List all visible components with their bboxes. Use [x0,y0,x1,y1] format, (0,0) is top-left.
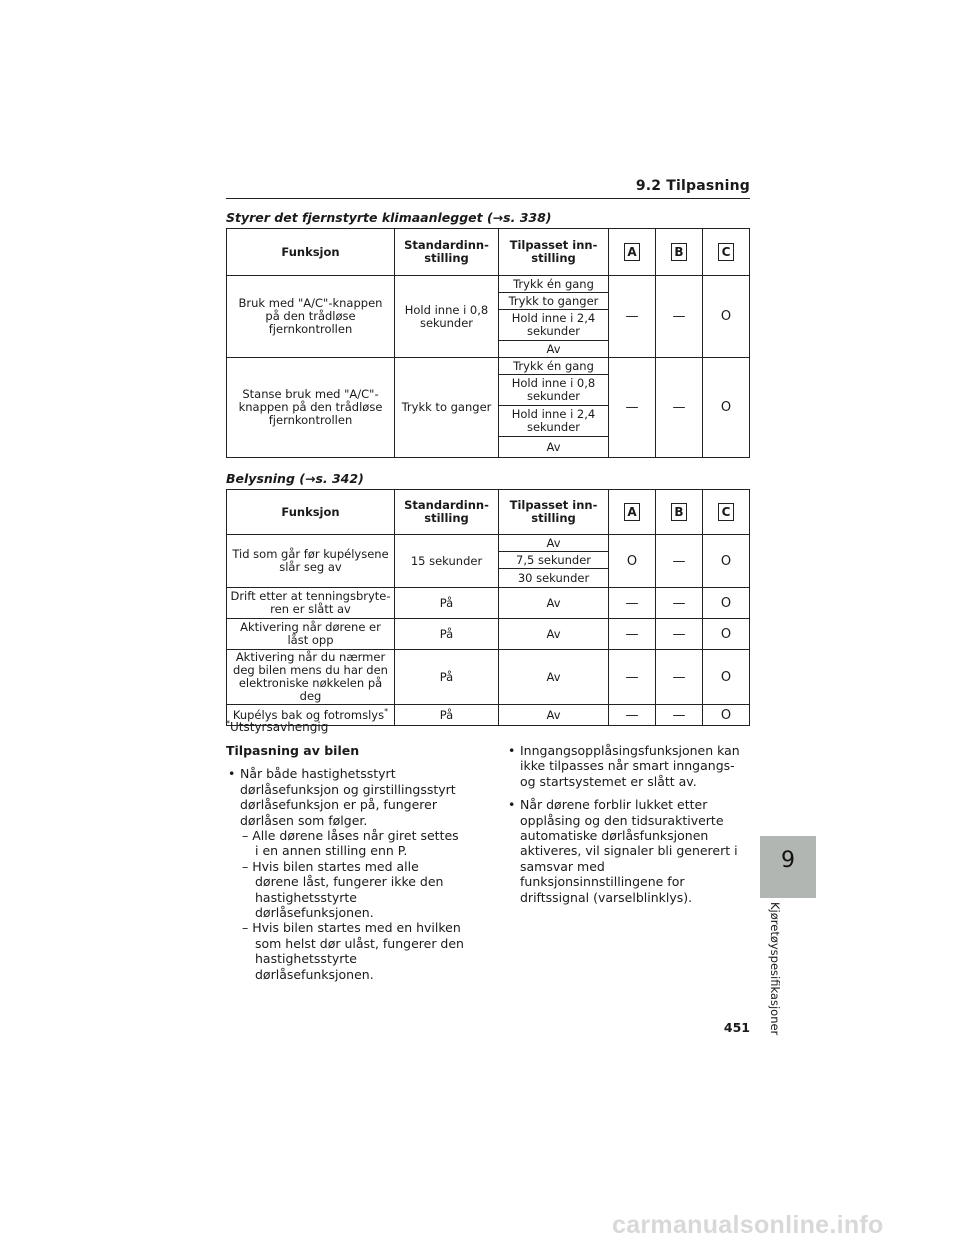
option-cell: Av [499,588,609,619]
col-c-cell: O [703,705,750,726]
col-b-cell: — [656,358,703,458]
col-b-cell: — [656,705,703,726]
default-cell: På [395,588,499,619]
option-cell: Av [499,619,609,650]
header-function: Funksjon [227,229,395,276]
col-a-cell: — [609,588,656,619]
table-header-row [227,229,750,276]
default-cell: Hold inne i 0,8 sekunder [395,276,499,358]
col-b-cell: — [656,535,703,588]
col-b-cell: — [656,619,703,650]
col-b-cell: — [656,650,703,705]
section-title-lighting: Belysning (→s. 342) [226,471,364,486]
option-cell: Trykk én gang [499,358,609,375]
col-a-cell: — [609,276,656,358]
lighting-table [226,489,750,726]
header-custom: Tilpasset inn- stilling [499,490,609,535]
chapter-side-label: Kjøretøyspesifikasjoner [768,902,782,1036]
list-item: • Når både hastighetsstyrt dørlåsefunksjon og girstillingsstyrt dørlåsefunksjon er på, fungerer dørlåsen som følger. [226,766,466,828]
col-c-cell: O [703,650,750,705]
header-c: C [718,503,734,521]
col-a-cell: — [609,358,656,458]
option-cell: Av [499,705,609,726]
list-item: – Hvis bilen startes med en hvilken som helst dør ulåst, fungerer den hastighetsstyrte dørlåsefunksjonen. [242,920,464,982]
page-number: 451 [723,1020,750,1035]
footnote-mark: * [226,719,230,728]
function-cell: Drift etter at tenningsbryte-ren er slått av [227,588,395,619]
table-row [227,588,750,619]
option-cell: Av [499,650,609,705]
function-cell: Stanse bruk med "A/C"-knappen på den trådløse fjernkontrollen [227,358,395,458]
option-cell: Hold inne i 0,8 sekunder [499,375,609,406]
option-cell: 7,5 sekunder [499,552,609,569]
page-header [226,178,750,199]
chapter-number: 9 [781,848,795,873]
default-cell: På [395,650,499,705]
header-default: Standardinn- stilling [395,490,499,535]
col-c-cell: O [703,535,750,588]
col-a-cell: — [609,705,656,726]
header-default: Standardinn- stilling [395,229,499,276]
watermark: carmanualsonline.info [612,1211,884,1239]
default-cell: Trykk to ganger [395,358,499,458]
function-cell: Tid som går før kupélysene slår seg av [227,535,395,588]
header-custom: Tilpasset inn- stilling [499,229,609,276]
footnote-marker: * [384,706,389,716]
function-cell: Bruk med "A/C"-knappen på den trådløse fjernkontrollen [227,276,395,358]
list-item: – Alle dørene låses når giret settes i en annen stilling enn P. [242,828,459,859]
col-a-cell: — [609,650,656,705]
table-header-row [227,490,750,535]
table-row [227,650,750,705]
header-b: B [671,243,687,261]
table-row [227,358,750,375]
default-cell: 15 sekunder [395,535,499,588]
function-cell: Kupélys bak og fotromslys* [227,705,395,726]
option-cell: Hold inne i 2,4 sekunder [499,310,609,341]
col-b-cell: — [656,276,703,358]
function-cell: Aktivering når du nærmer deg bilen mens du har den elektroniske nøkkelen på deg [227,650,395,705]
col-b-cell: — [656,588,703,619]
footnote-text: Utstyrsavhengig [230,720,329,734]
default-cell: På [395,705,499,726]
col-a-cell: O [609,535,656,588]
col-a-cell: — [609,619,656,650]
table-row [227,535,750,552]
option-cell: 30 sekunder [499,569,609,588]
table-row [227,619,750,650]
col-c-cell: O [703,358,750,458]
function-cell: Aktivering når dørene er låst opp [227,619,395,650]
col-c-cell: O [703,588,750,619]
option-cell: Trykk én gang [499,276,609,293]
option-cell: Trykk to ganger [499,293,609,310]
header-function: Funksjon [227,490,395,535]
header-b: B [671,503,687,521]
option-cell: Hold inne i 2,4 sekunder [499,406,609,437]
option-cell: Av [499,437,609,458]
header-c: C [718,243,734,261]
col-c-cell: O [703,619,750,650]
chapter-title: 9.2 Tilpasning [635,178,750,194]
customize-heading: Tilpasning av bilen [226,743,360,758]
climate-table [226,228,750,458]
left-column [226,743,466,982]
option-cell: Av [499,341,609,358]
header-a: A [624,503,640,521]
option-cell: Av [499,535,609,552]
list-item: • Inngangsopplåsingsfunksjonen kan ikke tilpasses når smart inngangs- og startsystemet er slått av. [506,743,750,789]
footnote [226,720,328,734]
header-a: A [624,243,640,261]
table-row [227,276,750,293]
list-item: • Når dørene forblir lukket etter opplåsing og den tidsuraktiverte automatiske dørlåsfunksjonen aktiveres, vil signaler bli generert i samsvar med funksjonsinnstillingene for driftssignal (varselblinklys). [506,797,750,905]
list-item: – Hvis bilen startes med alle dørene låst, fungerer ikke den hastighetsstyrte dørlåsefunksjonen. [242,858,444,921]
right-column [506,743,750,913]
col-c-cell: O [703,276,750,358]
default-cell: På [395,619,499,650]
section-title-climate: Styrer det fjernstyrte klimaanlegget (→s. 338) [226,210,552,225]
